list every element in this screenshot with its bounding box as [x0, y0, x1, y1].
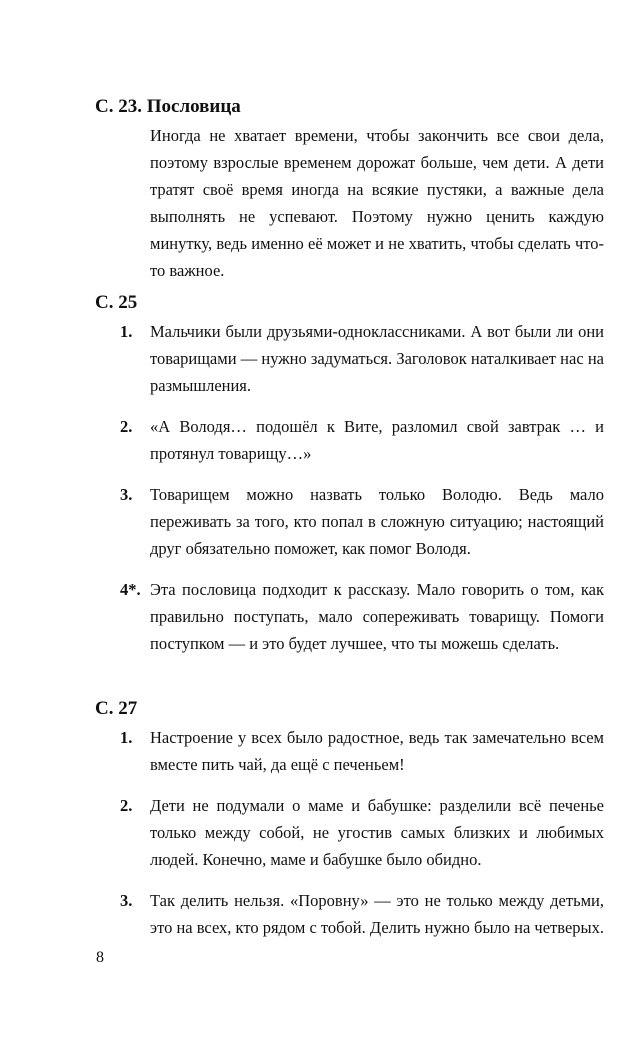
list-item — [95, 481, 605, 562]
page-number: 8 — [96, 949, 104, 966]
item-number: 1. — [120, 728, 133, 747]
item-text: Дети не подумали о маме и бабушке: разделили всё печенье только между собой, не угостив самых близких и любимых людей. Конечно, маме и бабушке было обидно. — [150, 796, 604, 869]
section-paragraph: Иногда не хватает времени, чтобы закончить все свои дела, поэтому взрослые временем дорожат больше, чем дети. А дети тратят своё время иногда на всякие пустяки, а важные дела выполнять не успевают. Поэтому нужно ценить каждую минутку, ведь именно её может и не хватить, чтобы сделать что-то важное. — [150, 126, 604, 280]
list-item — [95, 318, 605, 399]
item-text: Мальчики были друзьями-одноклассниками. А вот были ли они товарищами — нужно задуматься. Заголовок наталкивает нас на размышления. — [150, 322, 604, 395]
list-item — [95, 576, 605, 657]
list-item — [95, 413, 605, 467]
list-item — [95, 887, 605, 941]
section-title — [95, 96, 605, 118]
section-number: С. 25 — [95, 292, 138, 313]
item-number: 4*. — [120, 580, 141, 599]
section-subtitle: Пословица — [146, 96, 241, 117]
item-text: «А Володя… подошёл к Вите, разломил свой завтрак … и протянул товарищу…» — [150, 417, 604, 463]
item-text: Товарищем можно назвать только Володю. Ведь мало переживать за того, кто попал в сложную ситуацию; настоящий друг обязательно поможет, как помог Володя. — [150, 485, 604, 558]
item-text: Настроение у всех было радостное, ведь так замечательно всем вместе пить чай, да ещё с печеньем! — [150, 728, 604, 774]
section-title — [95, 698, 605, 720]
section-c25 — [95, 292, 605, 671]
section-number: С. 27 — [95, 698, 138, 719]
section-c23 — [95, 96, 605, 284]
item-number: 3. — [120, 891, 133, 910]
item-number: 2. — [120, 417, 133, 436]
section-c27 — [95, 698, 605, 955]
list-item — [95, 724, 605, 778]
item-text: Эта пословица подходит к рассказу. Мало говорить о том, как правильно поступать, мало сопереживать товарищу. Помоги поступком — и это будет лучшее, что ты можешь сделать. — [150, 580, 604, 653]
list-item — [95, 792, 605, 873]
item-number: 3. — [120, 485, 133, 504]
item-number: 2. — [120, 796, 133, 815]
section-title — [95, 292, 605, 314]
item-number: 1. — [120, 322, 133, 341]
section-number: С. 23. — [95, 96, 142, 117]
item-text: Так делить нельзя. «Поровну» — это не только между детьми, это на всех, кто рядом с тобой. Делить нужно было на четверых. — [150, 891, 604, 937]
